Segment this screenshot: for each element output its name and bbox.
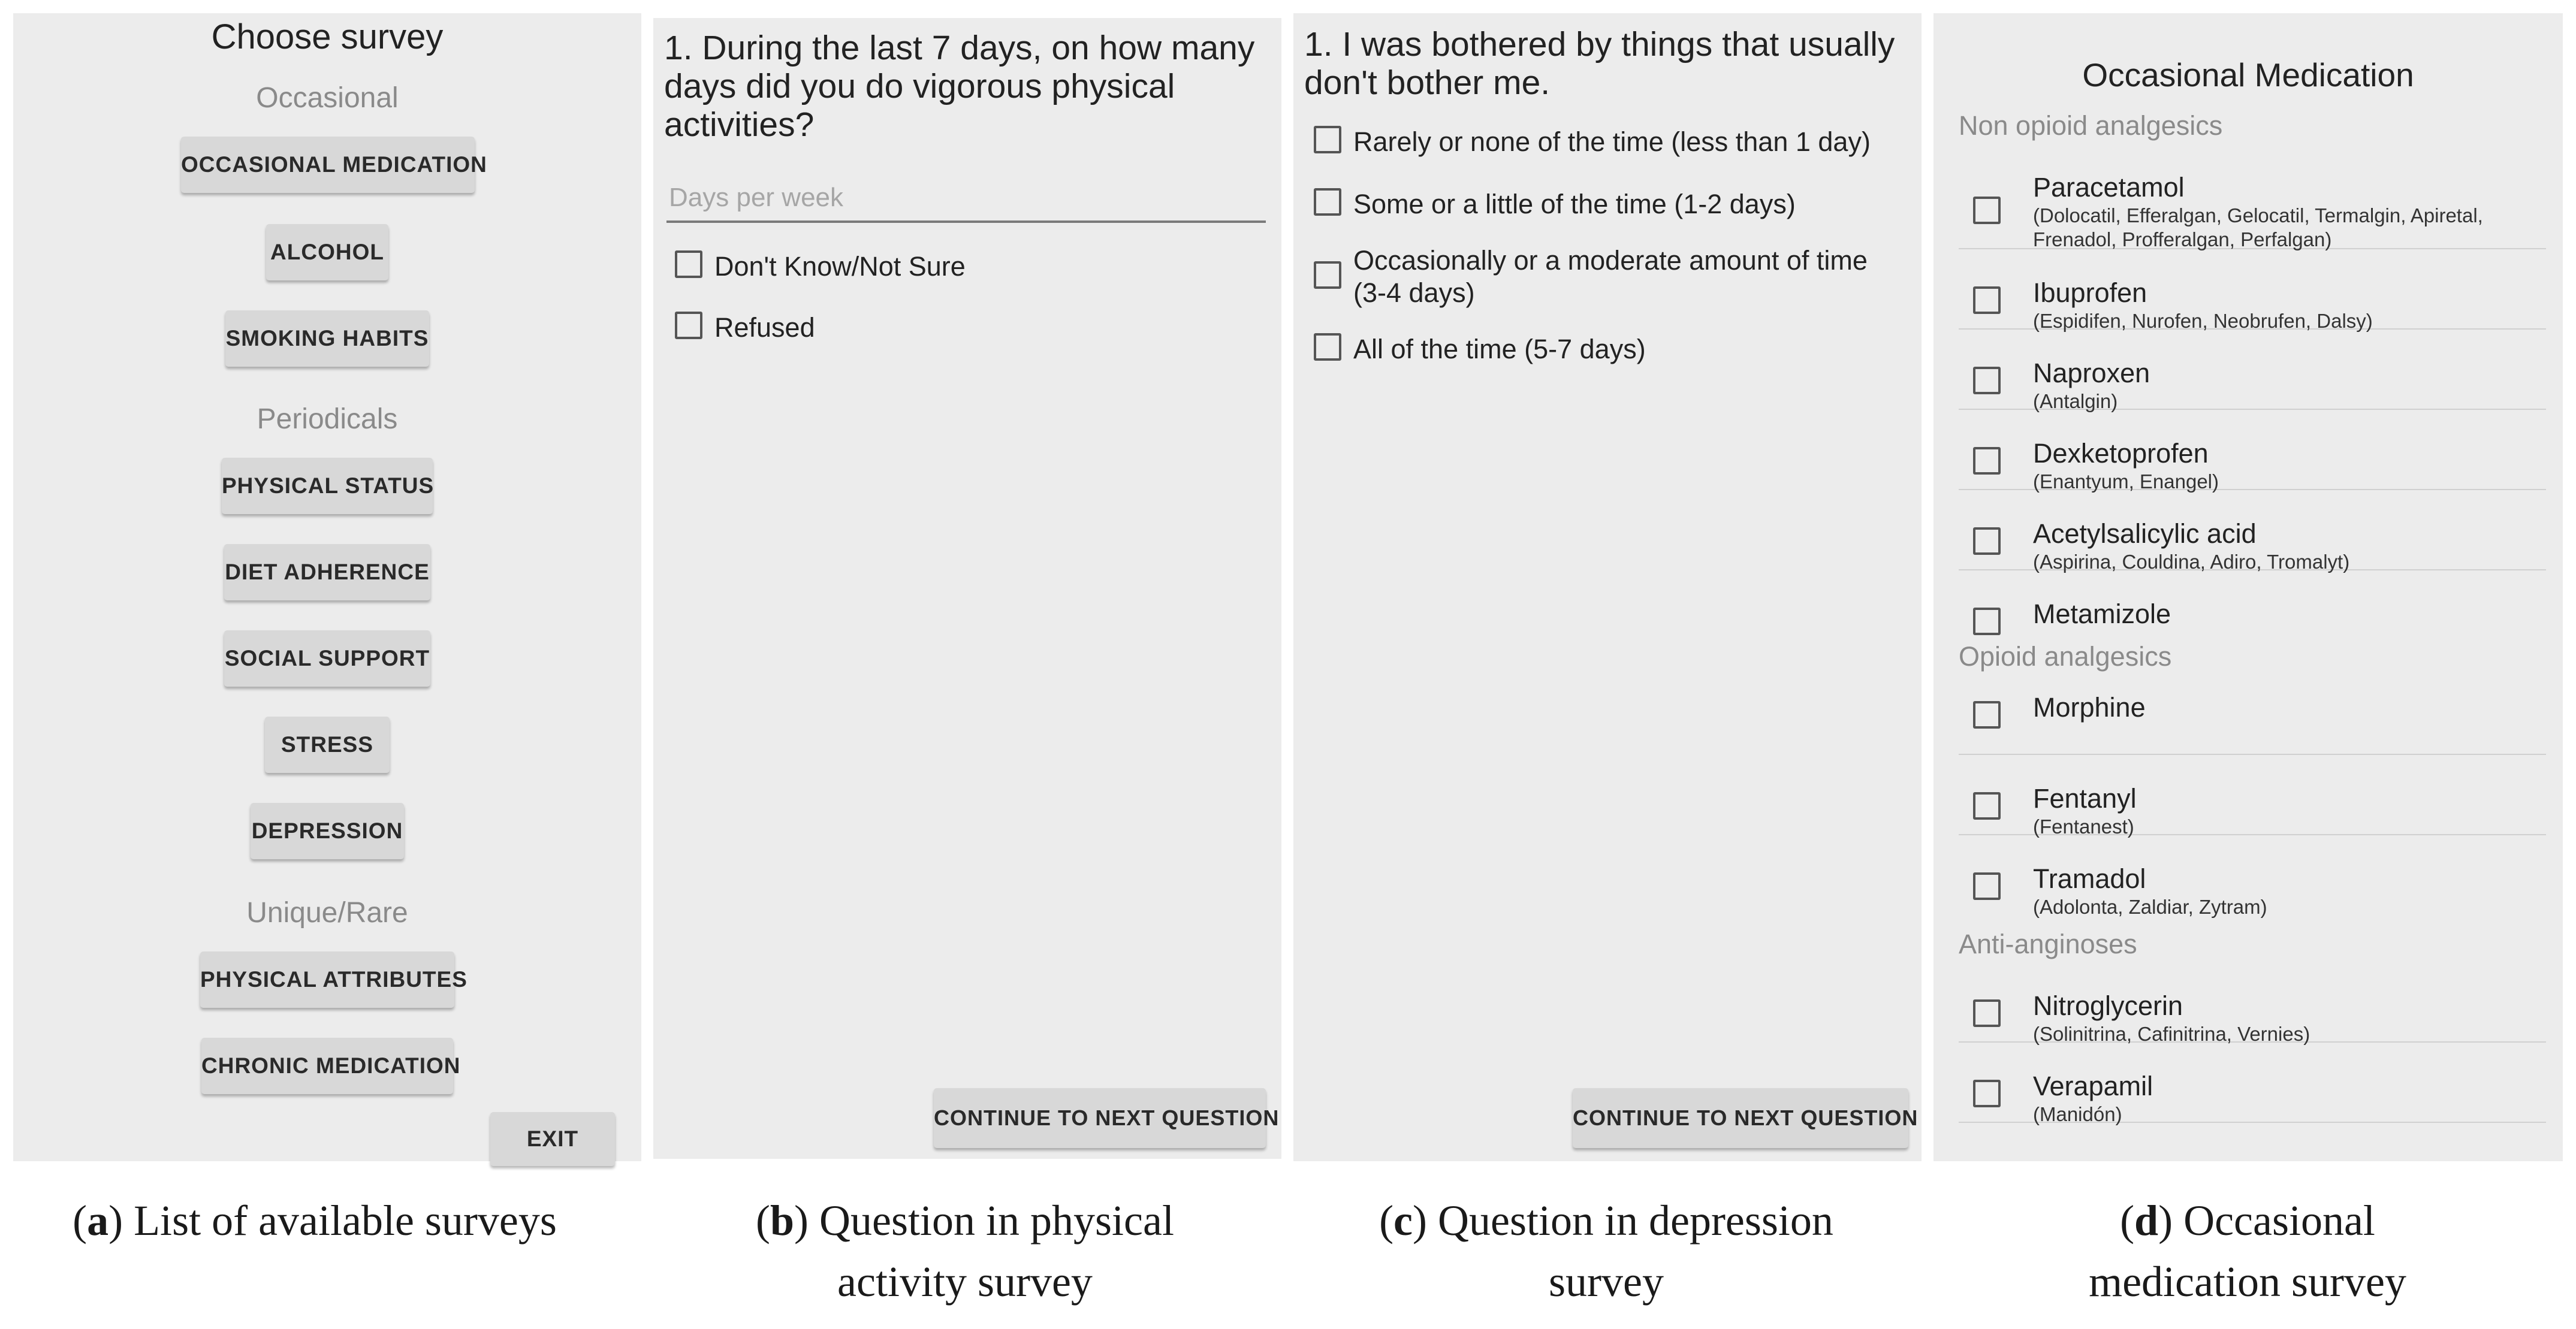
option-refused[interactable] xyxy=(675,312,815,344)
exit-button[interactable]: EXIT xyxy=(490,1112,615,1166)
checkbox[interactable] xyxy=(1973,1080,2001,1107)
medication-name: Naproxen xyxy=(2033,358,2150,388)
checkbox[interactable] xyxy=(1973,701,2001,729)
medication-item-nitroglycerin[interactable] xyxy=(1959,962,2546,1043)
caption-c: (c) Question in depression survey xyxy=(1379,1197,1833,1306)
checkbox[interactable] xyxy=(1973,792,2001,820)
medication-name: Verapamil xyxy=(2033,1071,2153,1101)
medication-brands: (Manidón) xyxy=(2033,1103,2122,1125)
medication-brands: (Solinitrina, Cafinitrina, Vernies) xyxy=(2033,1023,2310,1045)
medication-name: Metamizole xyxy=(2033,599,2171,629)
medication-brands: (Fentanest) xyxy=(2033,815,2134,838)
medication-brands: (Enantyum, Enangel) xyxy=(2033,470,2219,493)
option-label: Occasionally or a moderate amount of time (3-4 days) xyxy=(1353,245,1868,308)
caption-letter: d xyxy=(2134,1197,2159,1245)
option-occasionally[interactable] xyxy=(1314,244,1907,309)
caption-letter: c xyxy=(1393,1197,1413,1245)
medication-name: Dexketoprofen xyxy=(2033,438,2209,469)
checkbox[interactable] xyxy=(675,312,702,339)
medication-item-verapamil[interactable] xyxy=(1959,1043,2546,1123)
medication-item-tramadol[interactable] xyxy=(1959,835,2546,924)
option-some[interactable] xyxy=(1314,188,1907,221)
medication-name: Ibuprofen xyxy=(2033,277,2147,308)
screen-title: Occasional Medication xyxy=(2082,56,2414,93)
survey-list-screen xyxy=(13,13,641,1161)
checkbox[interactable] xyxy=(1314,261,1341,289)
medication-brands: (Dolocatil, Efferalgan, Gelocatil, Termalgin, Apiretal, Frenadol, Profferalgan, Perfalgan) xyxy=(2033,204,2483,250)
checkbox[interactable] xyxy=(1973,447,2001,475)
caption-b: (b) Question in physical activity survey xyxy=(756,1197,1174,1306)
medication-name: Fentanyl xyxy=(2033,783,2137,814)
caption-letter: b xyxy=(770,1197,795,1245)
physical-activity-question-screen xyxy=(653,18,1281,1159)
caption-a: (a) List of available surveys xyxy=(73,1197,557,1245)
physical-attributes-button[interactable]: PHYSICAL ATTRIBUTES xyxy=(200,952,454,1008)
caption-text: Question in physical activity survey xyxy=(819,1197,1174,1306)
checkbox[interactable] xyxy=(1973,872,2001,900)
question-text: 1. During the last 7 days, on how many days did you do vigorous physical activities? xyxy=(664,29,1255,144)
days-per-week-input[interactable] xyxy=(666,175,1266,223)
caption-text: Question in depression survey xyxy=(1438,1197,1833,1306)
checkbox[interactable] xyxy=(1973,999,2001,1027)
depression-question-screen xyxy=(1293,13,1922,1161)
medication-name: Morphine xyxy=(2033,692,2146,723)
option-label: Refused xyxy=(714,312,815,343)
option-rarely[interactable] xyxy=(1314,126,1907,158)
continue-button[interactable]: CONTINUE TO NEXT QUESTION xyxy=(934,1088,1266,1148)
medication-name: Nitroglycerin xyxy=(2033,990,2183,1021)
caption-text: List of available surveys xyxy=(134,1197,557,1245)
medication-name: Tramadol xyxy=(2033,863,2146,894)
occasional-medication-button[interactable]: OCCASIONAL MEDICATION xyxy=(181,137,475,193)
option-label: Don't Know/Not Sure xyxy=(714,251,966,282)
depression-button[interactable]: DEPRESSION xyxy=(251,803,404,859)
checkbox[interactable] xyxy=(1973,197,2001,224)
section-opioid-heading: Opioid analgesics xyxy=(1959,641,2172,672)
checkbox[interactable] xyxy=(1973,527,2001,555)
caption-text: Occasional medication survey xyxy=(2089,1197,2406,1306)
medication-item-paracetamol[interactable] xyxy=(1959,153,2546,249)
medication-item-dexketoprofen[interactable] xyxy=(1959,410,2546,493)
alcohol-button[interactable]: ALCOHOL xyxy=(266,224,388,280)
medication-item-fentanyl[interactable] xyxy=(1959,755,2546,838)
checkbox[interactable] xyxy=(675,250,702,278)
option-all-of-time[interactable] xyxy=(1314,333,1907,366)
section-unique-rare-heading: Unique/Rare xyxy=(246,897,408,929)
checkbox[interactable] xyxy=(1973,367,2001,394)
diet-adherence-button[interactable]: DIET ADHERENCE xyxy=(224,544,430,600)
checkbox[interactable] xyxy=(1973,608,2001,635)
question-text: 1. I was bothered by things that usually don't bother me. xyxy=(1304,25,1895,102)
medication-item-metamizole[interactable] xyxy=(1959,570,2546,641)
stress-button[interactable]: STRESS xyxy=(265,717,390,773)
section-non-opioid-heading: Non opioid analgesics xyxy=(1959,110,2223,141)
section-occasional-heading: Occasional xyxy=(256,82,399,114)
medication-name: Acetylsalicylic acid xyxy=(2033,518,2257,549)
medication-item-acetylsalicylic-acid[interactable] xyxy=(1959,490,2546,573)
chronic-medication-button[interactable]: CHRONIC MEDICATION xyxy=(201,1038,453,1094)
medication-brands: (Espidifen, Nurofen, Neobrufen, Dalsy) xyxy=(2033,310,2373,332)
screen-title: Choose survey xyxy=(211,17,444,56)
smoking-habits-button[interactable]: SMOKING HABITS xyxy=(225,310,429,367)
section-anti-anginoses-heading: Anti-anginoses xyxy=(1959,929,2137,959)
option-dont-know[interactable] xyxy=(675,250,966,283)
physical-status-button[interactable]: PHYSICAL STATUS xyxy=(222,458,433,514)
checkbox[interactable] xyxy=(1314,188,1341,216)
medication-item-morphine[interactable] xyxy=(1959,675,2546,755)
option-label: All of the time (5-7 days) xyxy=(1353,334,1646,364)
medication-item-naproxen[interactable] xyxy=(1959,330,2546,410)
medication-brands: (Antalgin) xyxy=(2033,390,2118,412)
medication-brands: (Aspirina, Couldina, Adiro, Tromalyt) xyxy=(2033,551,2350,573)
option-label: Rarely or none of the time (less than 1 day) xyxy=(1353,126,1871,157)
continue-button[interactable]: CONTINUE TO NEXT QUESTION xyxy=(1573,1088,1908,1148)
caption-letter: a xyxy=(87,1197,109,1245)
medication-item-ibuprofen[interactable] xyxy=(1959,249,2546,330)
option-label: Some or a little of the time (1-2 days) xyxy=(1353,189,1796,219)
medication-brands: (Adolonta, Zaldiar, Zytram) xyxy=(2033,896,2267,918)
social-support-button[interactable]: SOCIAL SUPPORT xyxy=(224,630,430,687)
checkbox[interactable] xyxy=(1973,286,2001,314)
checkbox[interactable] xyxy=(1314,126,1341,153)
section-periodicals-heading: Periodicals xyxy=(257,403,398,435)
caption-d: (d) Occasional medication survey xyxy=(2089,1197,2406,1306)
checkbox[interactable] xyxy=(1314,333,1341,361)
occasional-medication-screen xyxy=(1933,13,2563,1161)
medication-name: Paracetamol xyxy=(2033,172,2185,203)
